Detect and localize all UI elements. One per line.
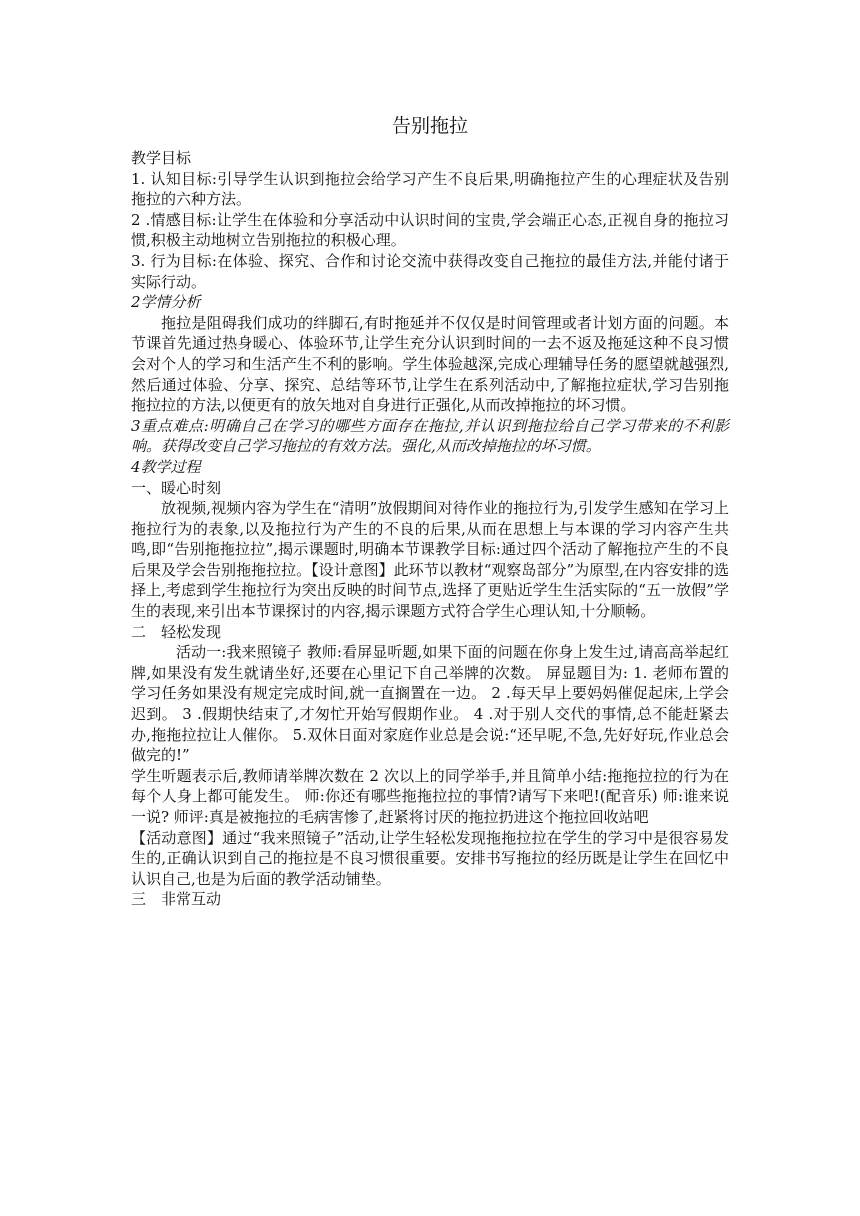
key-difficulties: 3重点难点:明确自己在学习的哪些方面存在拖拉,并认识到拖拉给自己学习带来的不利影响。获得改变自己学习拖拉的有效方法。强化,从而改掉拖拉的坏习惯。 — [131, 416, 729, 456]
activity-1-intent: 【活动意图】通过“我来照镜子”活动,让学生轻松发现拖拖拉拉在学生的学习中是很容易发生的,正确认识到自己的拖拉是不良习惯很重要。安排书写拖拉的经历既是让学生在回忆中认识自己,也是为后面的教学活动铺垫。 — [131, 828, 729, 888]
student-analysis-body: 拖拉是阻碍我们成功的绊脚石,有时拖延并不仅仅是时间管理或者计划方面的问题。本节课首先通过热身暖心、体验环节,让学生充分认识到时间的一去不返及拖延这种不良习惯会对个人的学习和生活产生不利的影响。学生体验越深,完成心理辅导任务的愿望就越强烈,然后通过体验、分享、探究、总结等环节,让学生在系列活动中,了解拖拉症状,学习告别拖拖拉拉的方法,以便更有的放矢地对自身进行正强化,从而改掉拖拉的坏习惯。 — [131, 313, 729, 415]
section-3-heading: 三 非常互动 — [131, 890, 222, 909]
document-page — [131, 112, 729, 910]
section-1-body: 放视频,视频内容为学生在“清明”放假期间对待作业的拖拉行为,引发学生感知在学习上拖拉行为的表象,以及拖拉行为产生的不良的后果,从而在思想上与本课的学习内容产生共鸣,即“告别拖拖拉拉”,揭示课题时,明确本节课教学目标:通过四个活动了解拖拉产生的不良后果及学会告别拖拖拉拉。【设计意图】此环节以教材“观察岛部分”为原型,在内容安排的选择上,考虑到学生拖拉行为突出反映的时间节点,选择了更贴近学生生活实际的“五一放假”学生的表现,来引出本节课探讨的内容,揭示课题方式符合学生心理认知,十分顺畅。 — [131, 499, 729, 621]
heading-teaching-process: 4教学过程 — [131, 457, 201, 476]
heading-teaching-goals: 教学目标 — [131, 149, 192, 167]
activity-1-body: 活动一:我来照镜子 教师:看屏显听题,如果下面的问题在你身上发生过,请高高举起红牌,如果没有发生就请坐好,还要在心里记下自己举牌的次数。 屏显题目为: 1. 老师布置的学习任务如果没有规定完成时间,就一直搁置在一边。 2 .每天早上要妈妈催促起床,上学会迟到。 3 .假期快结束了,才匆忙开始写假期作业。 4 .对于别人交代的事情,总不能赶紧去办,拖拖拉拉让人催你。 5.双休日面对家庭作业总是会说:“还早呢,不急,先好好玩,作业总会做完的!” — [131, 643, 729, 765]
heading-student-analysis: 2学情分析 — [131, 293, 201, 312]
goal-behavior: 3. 行为目标:在体验、探究、合作和讨论交流中获得改变自己拖拉的最佳方法,并能付诸于实际行动。 — [131, 251, 729, 291]
section-2-heading: 二 轻松发现 — [131, 622, 222, 641]
section-1-heading: 一、暖心时刻 — [131, 478, 222, 497]
document-title: 告别拖拉 — [391, 115, 468, 137]
goal-emotional: 2 .情感目标:让学生在体验和分享活动中认识时间的宝贵,学会端正心态,正视自身的拖拉习惯,积极主动地树立告别拖拉的积极心理。 — [131, 210, 729, 250]
goal-cognitive: 1. 认知目标:引导学生认识到拖拉会给学习产生不良后果,明确拖拉产生的心理症状及告别拖拉的六种方法。 — [131, 169, 729, 209]
activity-1-summary: 学生听题表示后,教师请举牌次数在 2 次以上的同学举手,并且简单小结:拖拖拉拉的行为在每个人身上都可能发生。 师:你还有哪些拖拖拉拉的事情?请写下来吧!(配音乐) 师:谁来说一说? 师评:真是被拖拉的毛病害惨了,赶紧将讨厌的拖拉扔进这个拖拉回收站吧 — [131, 766, 729, 826]
